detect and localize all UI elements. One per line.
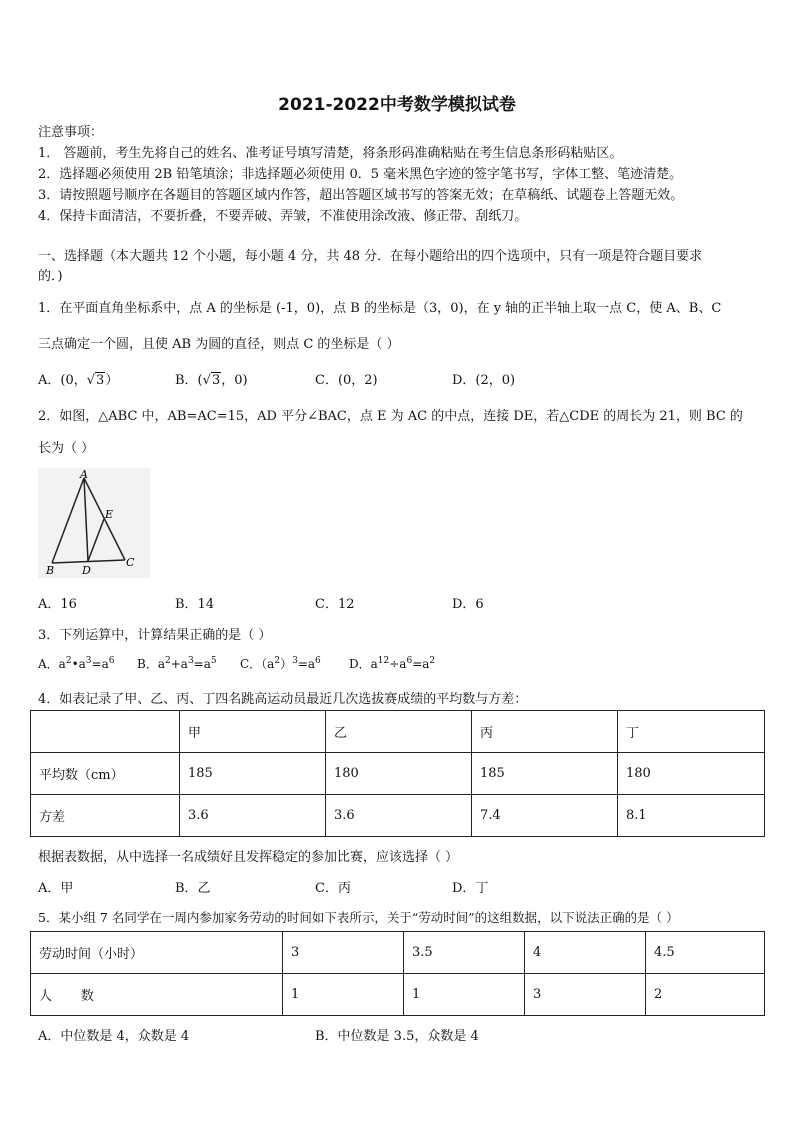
table-cell <box>31 711 180 753</box>
page-title: 2021-2022中考数学模拟试卷 <box>278 95 516 115</box>
section-heading-cont: 的．) <box>38 269 63 284</box>
table-cell: 丙 <box>472 711 618 753</box>
table-row <box>31 711 765 753</box>
q3-option-d[interactable] <box>349 655 435 672</box>
q1-option-b-close: ，0) <box>221 373 248 388</box>
q3-b-exp3: 5 <box>210 656 217 666</box>
q3-b-mid: +a <box>170 657 188 671</box>
q3-d-eq: =a <box>412 657 430 671</box>
q3-b-base: B．a <box>137 657 165 671</box>
table-cell: 180 <box>326 753 472 795</box>
table-cell: 1 <box>283 974 404 1016</box>
table-cell: 1 <box>404 974 525 1016</box>
q5-option-a[interactable]: A．中位数是 4，众数是 4 <box>38 1029 190 1044</box>
question-2-stem: 2．如图，△ABC 中，AB=AC=15，AD 平分∠BAC，点 E 为 AC 的中点，连接 DE，若△CDE 的周长为 21，则 BC 的 <box>38 409 743 424</box>
q3-a-base: A．a <box>38 657 66 671</box>
q3-b-eq: =a <box>193 657 211 671</box>
q5-table <box>30 931 765 1016</box>
label-c: C <box>126 556 135 569</box>
question-1-stem: 1．在平面直角坐标系中，点 A 的坐标是 (-1，0)，点 B 的坐标是（3，0)，在 y 轴的正半轴上取一点 C，使 A、B、C <box>38 301 722 316</box>
table-cell: 8.1 <box>618 795 765 837</box>
q3-a-exp1: 2 <box>65 656 72 666</box>
q4-table <box>30 710 765 837</box>
label-e: E <box>105 508 114 521</box>
table-cell: 185 <box>180 753 326 795</box>
q3-c-mid: ） <box>280 657 293 671</box>
table-cell: 人 数 <box>31 974 283 1016</box>
label-b: B <box>46 564 55 577</box>
q1-option-b-radicand: 3 <box>211 373 221 388</box>
q3-c-exp2: 3 <box>292 656 298 666</box>
table-cell: 7.4 <box>472 795 618 837</box>
q3-a-mid: •a <box>71 657 86 671</box>
q3-d-base: D．a <box>349 657 378 671</box>
q1-option-c[interactable]: C．(0，2) <box>315 373 378 388</box>
label-d: D <box>82 564 91 577</box>
q2-option-c[interactable]: C．12 <box>315 597 355 612</box>
q1-option-b[interactable]: B．(√3，0) <box>175 373 248 388</box>
q4-option-c[interactable]: C．丙 <box>315 881 351 896</box>
q3-d-exp3: 2 <box>429 656 436 666</box>
q3-b-exp2: 3 <box>187 656 194 666</box>
table-cell: 4.5 <box>646 932 765 974</box>
table-cell: 甲 <box>180 711 326 753</box>
q3-c-base: C．（a <box>240 657 275 671</box>
q3-d-mid: ÷a <box>389 657 407 671</box>
q2-option-b[interactable]: B．14 <box>175 597 215 612</box>
question-4-stem: 4．如表记录了甲、乙、丙、丁四名跳高运动员最近几次选拔赛成绩的平均数与方差： <box>38 692 528 707</box>
q3-a-exp2: 3 <box>85 656 92 666</box>
section-heading: 一、选择题（本大题共 12 个小题，每小题 4 分，共 48 分．在每小题给出的四个选项中，只有一项是符合题目要求 <box>38 249 703 264</box>
q3-option-b[interactable] <box>137 655 217 672</box>
q4-option-b[interactable]: B．乙 <box>175 881 211 896</box>
table-cell: 丁 <box>618 711 765 753</box>
table-cell: 185 <box>472 753 618 795</box>
q3-a-exp3: 6 <box>108 656 115 666</box>
table-cell: 3 <box>283 932 404 974</box>
table-cell: 平均数（cm） <box>31 753 180 795</box>
table-cell: 劳动时间（小时） <box>31 932 283 974</box>
question-5-stem: 5．某小组 7 名同学在一周内参加家务劳动的时间如下表所示，关于“劳动时间”的这组数据，以下说法正确的是（ ） <box>38 910 679 925</box>
table-cell: 3.6 <box>326 795 472 837</box>
q1-option-a-radicand: 3 <box>96 373 105 388</box>
table-cell: 乙 <box>326 711 472 753</box>
q1-option-b-text: B．( <box>175 373 203 388</box>
q1-option-a-text: A．(0， <box>38 373 87 388</box>
table-cell: 3.5 <box>404 932 525 974</box>
q1-option-d[interactable]: D．(2，0) <box>452 373 516 388</box>
table-cell: 3.6 <box>180 795 326 837</box>
q5-option-b[interactable]: B．中位数是 3.5，众数是 4 <box>315 1029 479 1044</box>
question-1-stem-cont: 三点确定一个圆，且使 AB 为圆的直径，则点 C 的坐标是（ ） <box>38 337 400 352</box>
q3-d-exp1: 12 <box>377 656 390 666</box>
question-3-stem: 3．下列运算中，计算结果正确的是（ ） <box>38 628 272 643</box>
q3-c-exp3: 6 <box>315 656 321 666</box>
q2-option-d[interactable]: D．6 <box>452 597 484 612</box>
triangle-figure <box>38 468 150 578</box>
q3-c-eq: =a <box>297 657 316 671</box>
q3-b-exp1: 2 <box>164 656 171 666</box>
q3-d-exp2: 6 <box>406 656 413 666</box>
table-row <box>31 974 765 1016</box>
q3-option-c[interactable] <box>240 655 321 672</box>
note-item: 3．请按照题号顺序在各题目的答题区域内作答，超出答题区域书写的答案无效；在草稿纸、试题卷上答题无效。 <box>38 188 684 203</box>
note-item: 4．保持卡面清洁，不要折叠，不要弄破、弄皱，不准使用涂改液、修正带、刮纸刀。 <box>38 209 528 224</box>
question-4-followup: 根据表数据，从中选择一名成绩好且发挥稳定的参加比赛，应该选择（ ） <box>38 850 459 865</box>
table-cell: 3 <box>525 974 646 1016</box>
q1-option-a[interactable]: A．(0，√3） <box>38 373 119 388</box>
table-cell: 4 <box>525 932 646 974</box>
table-row <box>31 753 765 795</box>
table-row <box>31 795 765 837</box>
q4-option-d[interactable]: D．丁 <box>452 881 489 896</box>
table-cell: 方差 <box>31 795 180 837</box>
q1-option-a-close: ） <box>105 373 119 388</box>
note-item: 2．选择题必须使用 2B 铅笔填涂；非选择题必须使用 0．5 毫米黑色字迹的签字笔书写，字体工整、笔迹清楚。 <box>38 167 683 182</box>
q3-c-exp1: 2 <box>274 656 281 666</box>
q3-a-eq: =a <box>91 657 109 671</box>
note-item: 1． 答题前，考生先将自己的姓名、准考证号填写清楚，将条形码准确粘贴在考生信息条形码粘贴区。 <box>38 146 623 161</box>
table-cell: 2 <box>646 974 765 1016</box>
table-row <box>31 932 765 974</box>
q2-option-a[interactable]: A．16 <box>38 597 77 612</box>
notes-heading: 注意事项： <box>38 125 104 140</box>
question-2-stem-cont: 长为（ ） <box>38 441 95 456</box>
q4-option-a[interactable]: A．甲 <box>38 881 74 896</box>
label-a: A <box>80 468 88 481</box>
q3-option-a[interactable] <box>38 655 114 672</box>
table-cell: 180 <box>618 753 765 795</box>
